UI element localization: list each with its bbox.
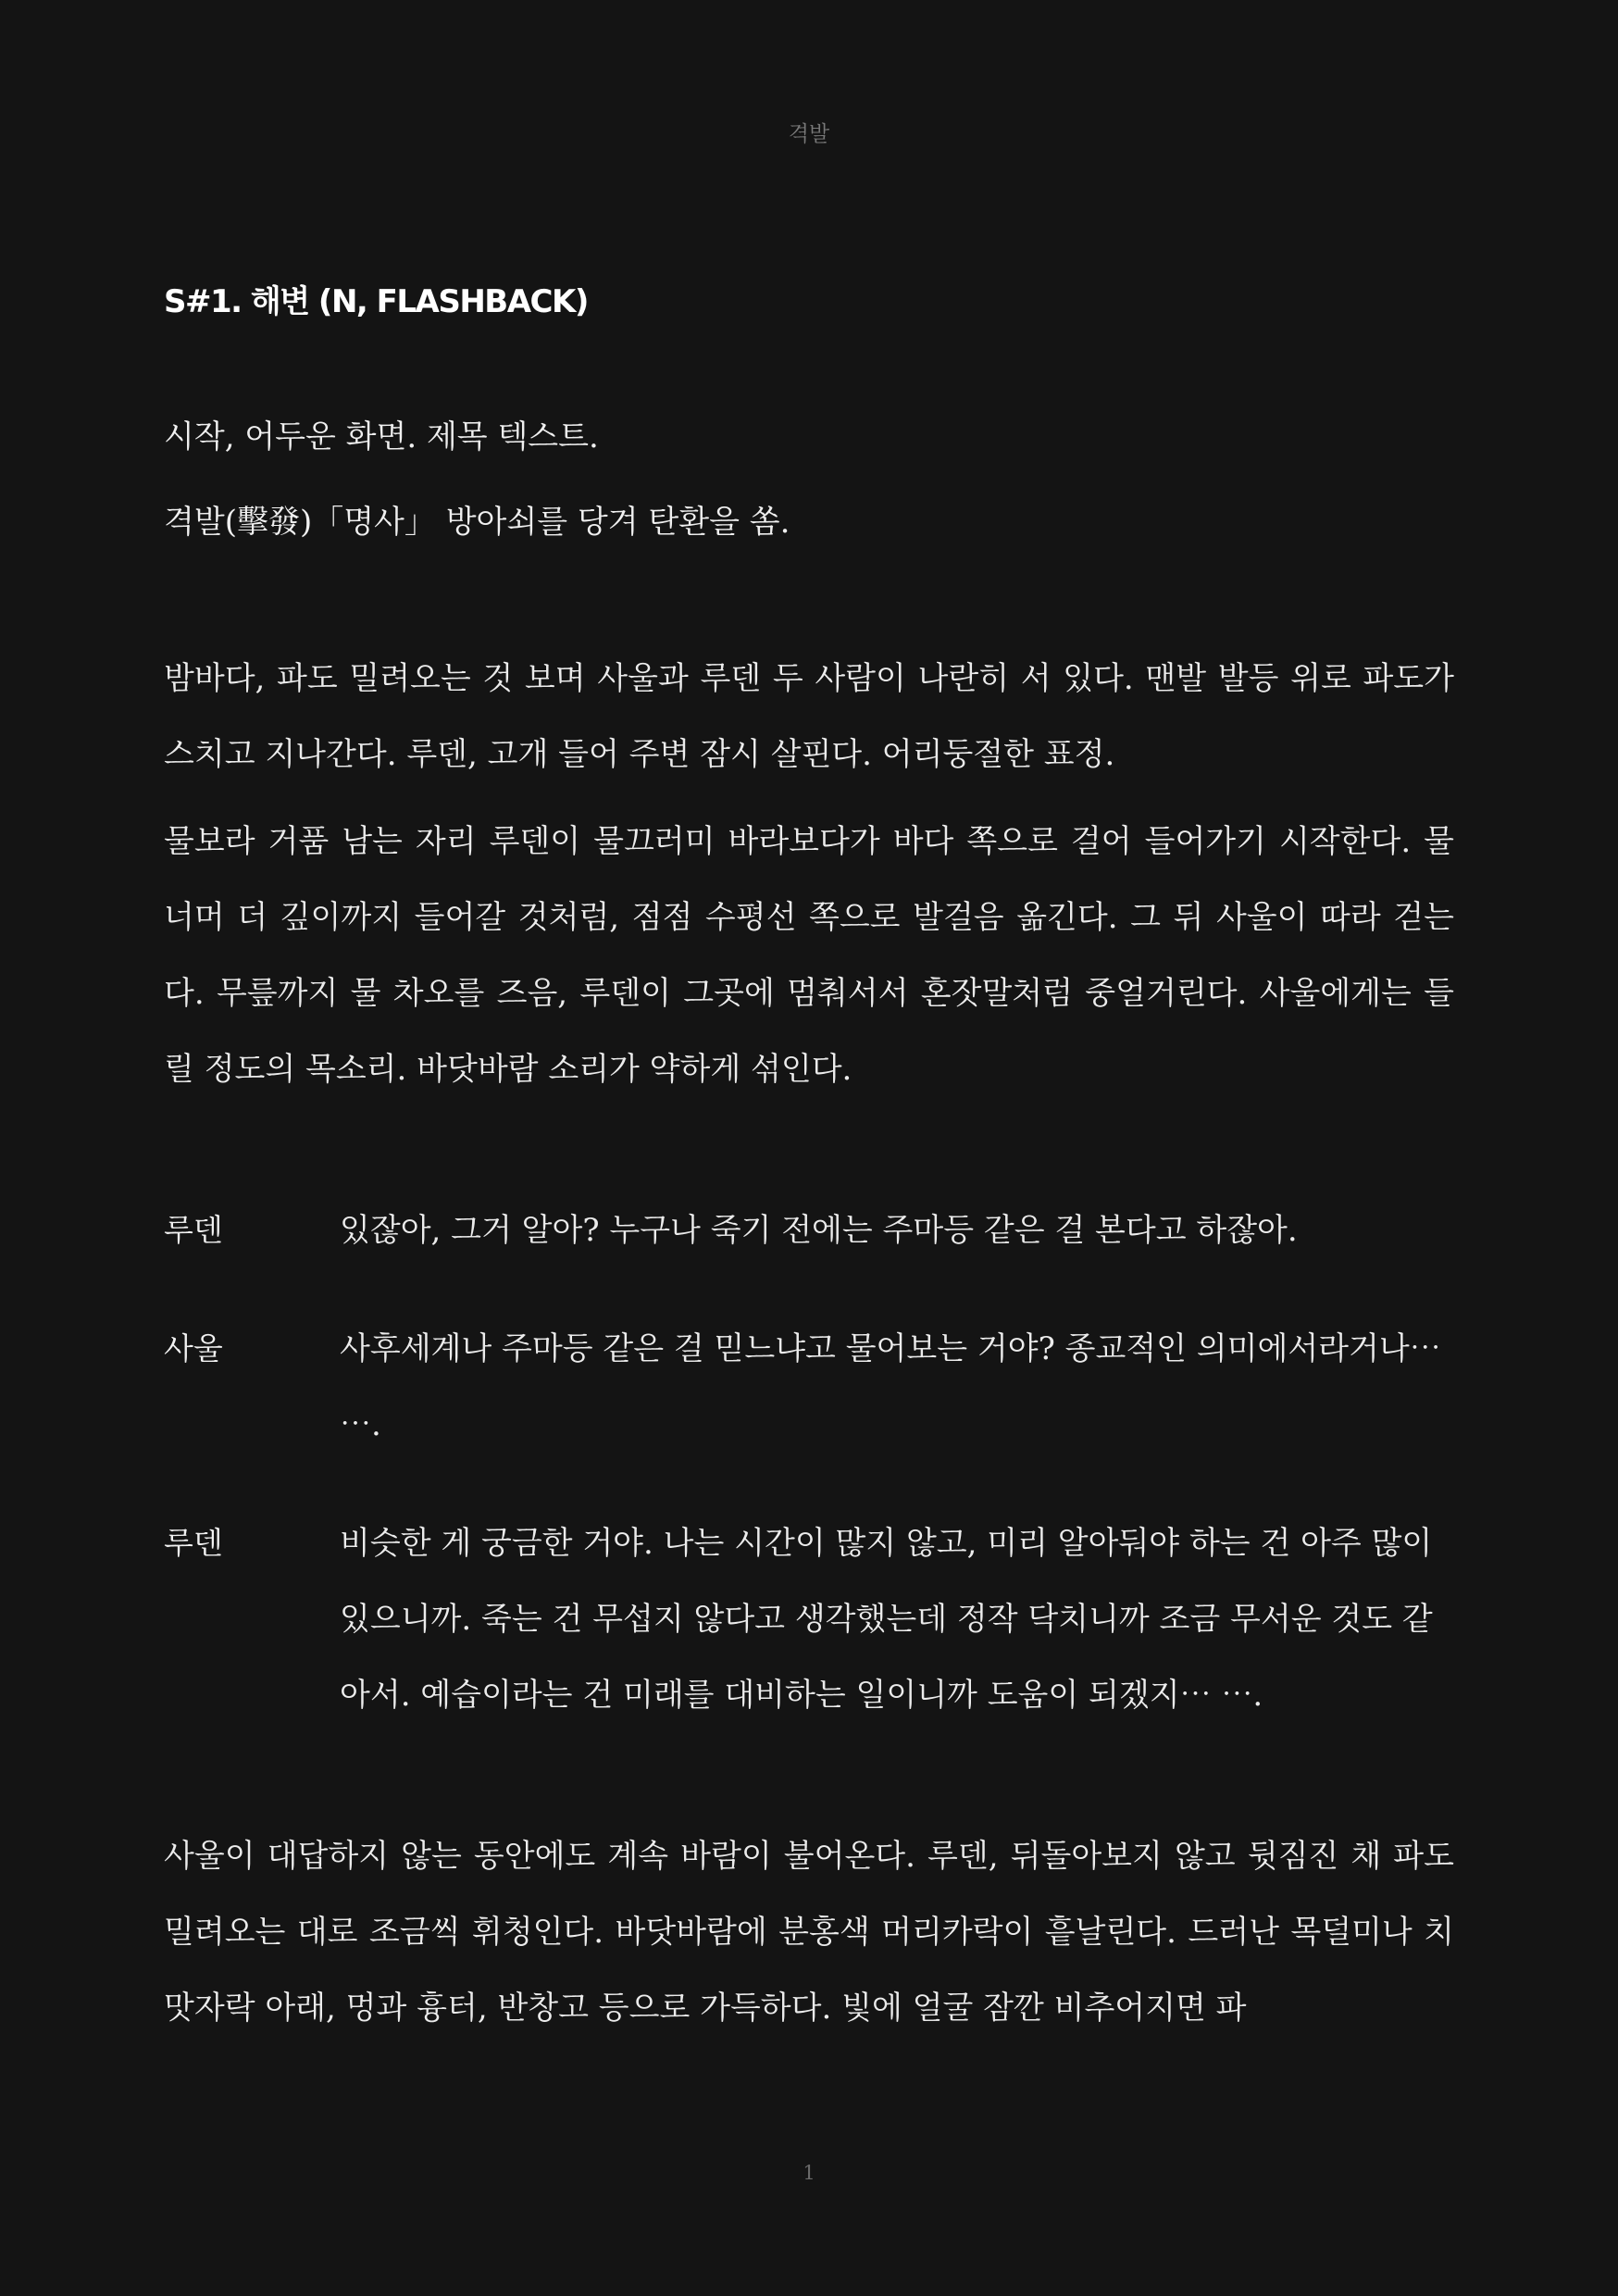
dialogue-block <box>164 1311 1454 1463</box>
dialogue-speaker: 사울 <box>164 1330 223 1366</box>
dialogue-block <box>164 1505 1454 1733</box>
page-number: 1 <box>803 2162 815 2184</box>
dialogue-line: 있잖아, 그거 알아? 누구나 죽기 전에는 주마등 같은 걸 본다고 하잖아. <box>340 1212 1298 1249</box>
script-page-body <box>164 274 1454 2057</box>
action-paragraph: 밤바다, 파도 밀려오는 것 보며 사울과 루덴 두 사람이 나란히 서 있다. 맨발 발등 위로 파도가 스치고 지나간다. 루덴, 고개 들어 주변 잠시 살핀다. 어리둥절한 표정. <box>164 660 1454 773</box>
dialogue-block <box>164 1192 1454 1268</box>
dialogue-speaker: 루덴 <box>164 1212 223 1248</box>
dialogue-speaker: 루덴 <box>164 1525 223 1561</box>
scene-heading: S#1. 해변 (N, FLASHBACK) <box>164 283 588 320</box>
action-paragraph: 물보라 거품 남는 자리 루덴이 물끄러미 바라보다가 바다 쪽으로 걸어 들어가기 시작한다. 물 너머 더 깊이까지 들어갈 것처럼, 점점 수평선 쪽으로 발걸음 옮긴다. 그 뒤 사울이 따라 걷는다. 무릎까지 물 차오를 즈음, 루덴이 그곳에 멈춰서서 혼잣말처럼 중얼거린다. 사울에게는 들릴 정도의 목소리. 바닷바람 소리가 약하게 섞인다. <box>164 823 1454 1088</box>
intro-line: 격발(擊發)「명사」 방아쇠를 당겨 탄환을 쏨. <box>164 504 790 541</box>
intro-line: 시작, 어두운 화면. 제목 텍스트. <box>164 418 599 455</box>
action-paragraph: 사울이 대답하지 않는 동안에도 계속 바람이 불어온다. 루덴, 뒤돌아보지 않고 뒷짐진 채 파도 밀려오는 대로 조금씩 휘청인다. 바닷바람에 분홍색 머리카락이 흩날린다. 드러난 목덜미나 치맛자락 아래, 멍과 흉터, 반창고 등으로 가득하다. 빛에 얼굴 잠깐 비추어지면 파 <box>164 1838 1454 2027</box>
dialogue-line: 사후세계나 주마등 같은 걸 믿느냐고 물어보는 거야? 종교적인 의미에서라거나⋯ ⋯. <box>340 1330 1441 1443</box>
dialogue-line: 비슷한 게 궁금한 거야. 나는 시간이 많지 않고, 미리 알아둬야 하는 건 아주 많이 있으니까. 죽는 건 무섭지 않다고 생각했는데 정작 닥치니까 조금 무서운 것도 같아서. 예습이라는 건 미래를 대비하는 일이니까 도움이 되겠지⋯ ⋯. <box>340 1525 1433 1714</box>
page-header-title: 격발 <box>788 122 830 146</box>
